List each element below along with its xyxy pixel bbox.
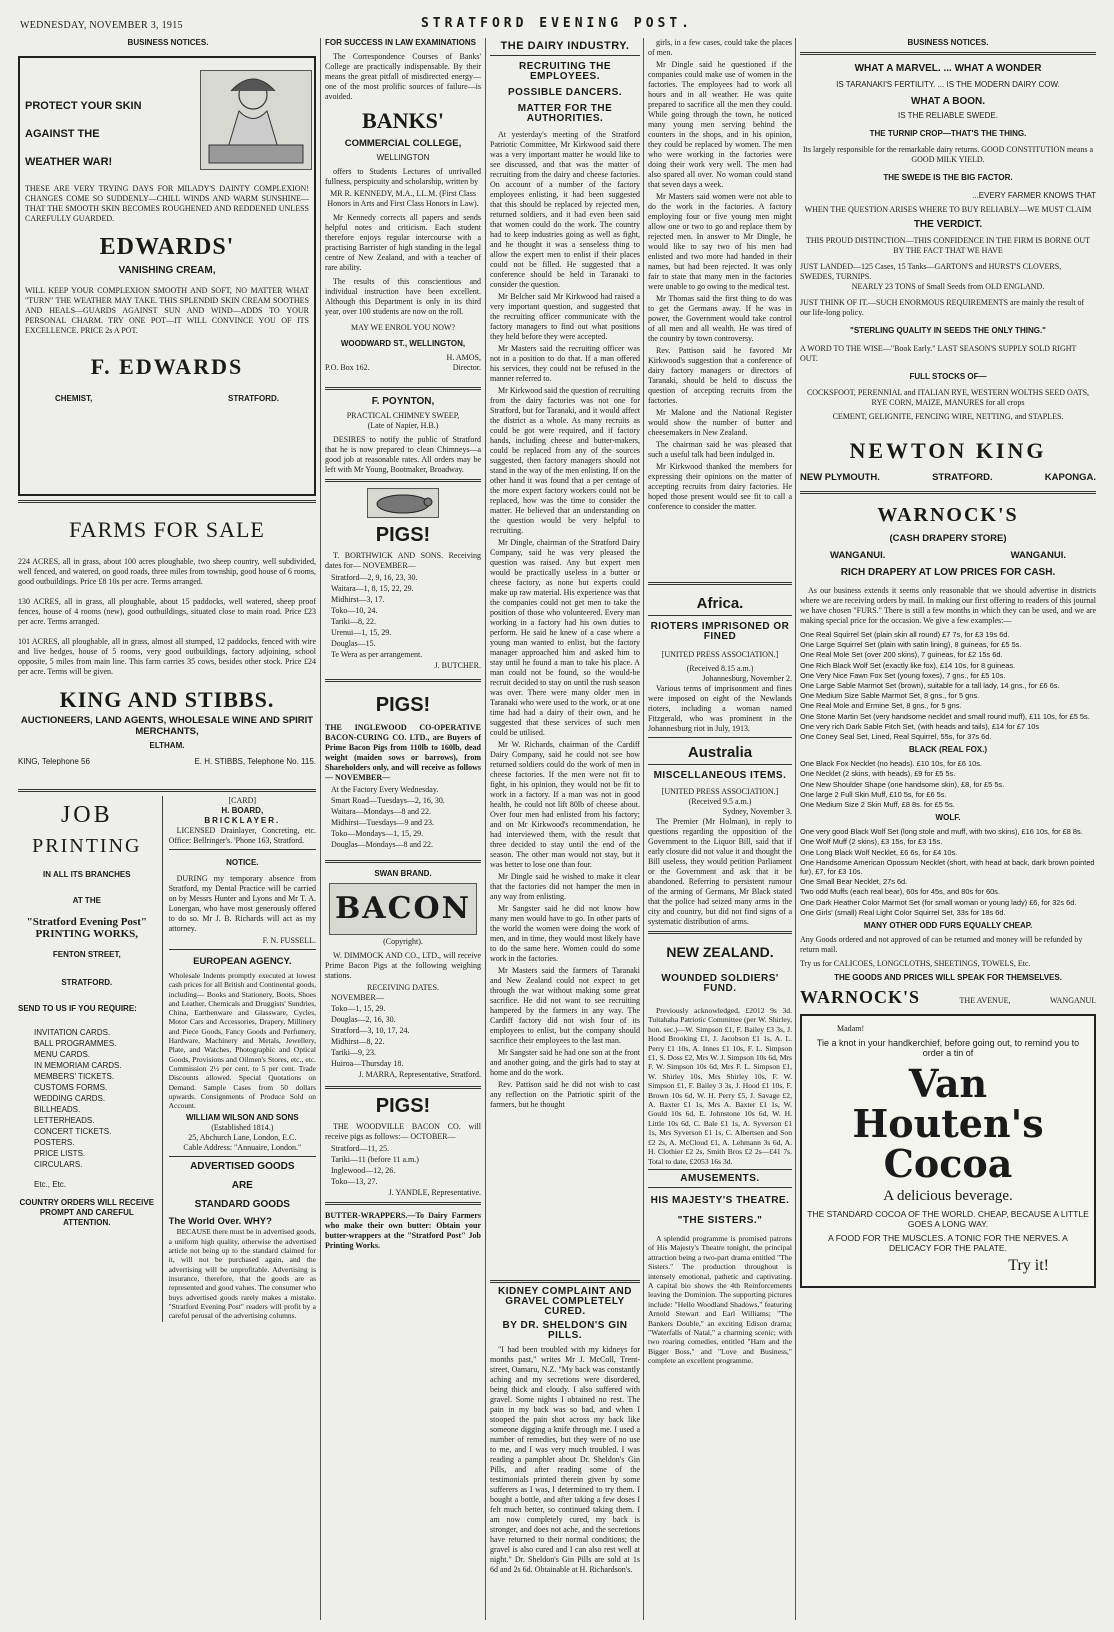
- yandle-rep: J. YANDLE, Representative.: [388, 1188, 481, 1197]
- list-item: One Real Squirrel Set (plain skin all round) £7 7s, for £3 19s 6d.: [800, 630, 1010, 639]
- newton-king-advert: [800, 63, 1096, 483]
- business-notices-heading: BUSINESS NOTICES.: [127, 38, 209, 47]
- just-landed: JUST LANDED—125 Cases, 15 Tanks—GARTON'S and HURST'S CLOVERS, SWEDES, TURNIPS.: [800, 262, 1062, 281]
- column-rule: [320, 38, 321, 1620]
- vanishing-cream: VANISHING CREAM,: [118, 265, 216, 276]
- article-paragraph: Rev. Pattison said he favored Mr Kirkwood's suggestion that a conference of dairy factory managers or directors of Taranaki, should be held to discuss the question of accepting recruits from the factories.: [648, 346, 792, 405]
- list-item: One New Shoulder Shape (one handsome skin), £8, for £5 5s.: [800, 779, 1005, 789]
- list-item: One Medium Size Sable Marmot Set, 8 gns., for 5 gns.: [800, 691, 980, 701]
- list-item: One very rich Dark Sable Fitch Set, (with heads and tails), £14 for £7 10s: [800, 721, 1040, 731]
- article-paragraph: Mr Thomas said the first thing to do was to get the Germans away. If he was in power, the Government would take control of all men and all wealth. He was tired of the country by town controversy.: [648, 294, 792, 343]
- list-item: One Coney Seal Set, Lined, Real Squirrel, 55s, for 37s 6d.: [800, 732, 992, 742]
- wanganui-right: WANGANUI.: [1010, 550, 1066, 561]
- list-item: Huiroa—Thursday 18.: [331, 1059, 404, 1068]
- notice-text: DURING my temporary absence from Stratford, my Dental Practice will be carried on by Messrs Hunter and Lyons and Mr T. A. Lonergan, who have most generously offered to do so. Mr J. B. Richards will act as my attorney.: [168, 874, 316, 933]
- notice-heading: NOTICE.: [226, 858, 259, 867]
- chemist-label: CHEMIST,: [55, 394, 93, 403]
- list-item: MENU CARDS.: [34, 1050, 91, 1059]
- director-label: Director.: [452, 363, 481, 372]
- word-to-wise: A WORD TO THE WISE—"Book Early." LAST SEASON'S SUPPLY SOLD RIGHT OUT.: [800, 344, 1077, 363]
- divider: [490, 55, 640, 56]
- success-heading: FOR SUCCESS IN LAW EXAMINATIONS: [325, 38, 476, 47]
- divider: [648, 582, 792, 585]
- list-item: One Large Sable Marmot Set (brown), suitable for a tall lady, 14 gns., for £6 6s.: [800, 681, 1060, 691]
- column-rule: [643, 38, 644, 1620]
- kaponga-branch: KAPONGA.: [1044, 472, 1096, 483]
- board-name: H. BOARD,: [221, 806, 264, 815]
- divider: [325, 1202, 481, 1205]
- kidney-text: "I had been troubled with my kidneys for months past," writes Mr J. McColl, Trent-street, Oamaru, N.Z. "My back was constantly aching and my secretions were disordered, being thick and cloudy. I also suffered with gravel. Some nights I obtained no rest. The pain in my back was so bad, and when I stooped the pain shot across my back like someone digging a knife through me. I used a number of remedies, but they were of no use to me, and I was very much troubled. I was reading a pamphlet about Dr. Sheldon's Gin Pills, and after reading some of the testimonials printed therein given by some sufferers as I was, I determined to try them. I bought a bottle, and after taking a few doses I felt much better, so continued taking them. I am now completely cured, my back is stronger, and does not ache, and the secretions have returned to their normal conditions; the gravel is also cured and I can also rest well at night." Dr. Sheldon's Gin Pills are sold at 1s 6d and 2s 6d. Obtainable at H. Richardson's.: [490, 1345, 640, 1574]
- borthwick-dates: [325, 573, 481, 660]
- delicious-beverage: A delicious beverage.: [883, 1188, 1013, 1205]
- article-paragraph: Mr Kirkwood thanked the members for expressing their opinions on the matter of accepting recruits from dairy factories. He hoped those present would see fit to call a conference to consider the matter.: [648, 462, 792, 511]
- fussell-signature: F. N. FUSSELL.: [262, 936, 316, 945]
- farm-listing-1: 224 ACRES, all in grass, about 100 acres ploughable, two sheep country, well subdivided, well fenced, and watered, on good roads, three miles from township, good house of 6 rooms, good outbuildings. Price £8 10s per acre. Terms arranged.: [18, 557, 316, 586]
- list-item: Two odd Muffs (each real bear), 60s for 45s, and 80s for 60s.: [800, 887, 1000, 897]
- list-item: IN MEMORIAM CARDS.: [34, 1061, 122, 1070]
- protect-skin-line3: WEATHER WAR!: [25, 156, 113, 168]
- warnocks-footer: [800, 987, 1096, 1008]
- list-item: MEMBERS' TICKETS.: [34, 1072, 115, 1081]
- banks-name: BANKS': [362, 108, 444, 133]
- list-item: PRICE LISTS.: [34, 1149, 86, 1158]
- country-orders: COUNTRY ORDERS WILL RECEIVE PROMPT AND CAREFUL ATTENTION.: [19, 1198, 155, 1227]
- divider: [325, 679, 481, 682]
- list-item: One Small Bear Necklet, 27s 6d.: [800, 877, 908, 887]
- advertised-goods: ADVERTISED GOODS: [190, 1161, 295, 1173]
- newton-king-branches: [800, 472, 1096, 483]
- farms-title: FARMS FOR SALE: [69, 517, 265, 542]
- divider: [325, 479, 481, 482]
- list-item: At the Factory Every Wednesday.: [331, 785, 439, 794]
- warnocks-advert: [800, 504, 1096, 1008]
- inglewood-text: THE INGLEWOOD CO-OPERATIVE BACON-CURING CO. LTD., are Buyers of Prime Bacon Pigs from 110lb to 160lb, dead weight (maiden sows or barrows), from Shareholders only, and will receive as follows— NOVEMBER—: [325, 723, 481, 782]
- list-item: Inglewood—12, 26.: [331, 1166, 396, 1175]
- cash-drapery: (CASH DRAPERY STORE): [889, 533, 1007, 544]
- butter-wrappers: BUTTER-WRAPPERS.—To Dairy Farmers who make their own butter: Obtain your butter-wrappers at the "Stratford Post" Job Printing Works.: [325, 1211, 481, 1250]
- eltham-line: ELTHAM.: [149, 741, 185, 750]
- list-item: One Real Mole and Ermine Set, 8 gns., for 5 gns.: [800, 701, 962, 711]
- list-item: LETTERHEADS.: [34, 1116, 95, 1125]
- newspaper-title: STRATFORD EVENING POST.: [420, 16, 693, 31]
- dairy-article-continued: [648, 38, 792, 578]
- received-time-1: (Received 8.15 a.m.): [686, 664, 754, 673]
- big-factor: THE SWEDE IS THE BIG FACTOR.: [883, 173, 1013, 182]
- list-item: NOVEMBER—: [331, 993, 384, 1002]
- furs-intro: As our business extends it seems only reasonable that we should advertise in districts where we are receiving orders by mail. In making our first offering to readers of this journal we have chosen "FURS." There is still a few months in which they can be used, and we are making special price for the occasion. We give a few examples:—: [800, 586, 1096, 625]
- newton-king-name: NEWTON KING: [849, 438, 1047, 463]
- established: (Established 1814.): [211, 1123, 274, 1133]
- sisters-title: "THE SISTERS.": [677, 1214, 763, 1226]
- australia-text: The Premier (Mr Holman), in reply to questions regarding the opposition of the Government to the Liquor Bill, said that if early closure did not value it and thought the Bill useless, they would petition Parliament or the Government and ask that it be abandoned. Referring to persistent rumour of the arming of Germans, Mr Black stated that the police had seized many arms in the city and country, but did not find signs of a systematic distribution of arms.: [648, 817, 792, 926]
- wounded-fund-text: Previously acknowledged, £2012 9s 3d. Tuitahaha Patriotic Committee (per W. Shirley, hon. sec.)—W. Simpson £1, F. Bailey £3 3s, J. Hood Brooking £1, J. Jacobson £1 1s, A. L. Perry £1 10s, A. Innes £1 10s, F. L. Simpson £1, S. Doss £2, Mrs W. J. Simpson 10s 6d, Mrs F. W. Simpson 10s 6d, Mrs F. L. Simpson £1, W. Shirley 10s, Mrs Shirley 10s, F. W. Simpson £1, F. Bailey 3 3s, J. Hood £1 10s, F. Brown 10s 6d, W. H. Perry £5, J. Savage £2, A. Baxter £1 1s, Mrs A. Baxter £1 1s, W. Gould 10s 6d, E. Johnstone 10s 6d, W. H. Little 10s 6d, C. Bale £1 1s, A. Syverson £1 1s, Mrs Syverson £1 1s, C. Albertsen and Son £2 2s, A. McCloud £1, A. Lehmann 3s 6d, A. H. Clothier £2 2s, Smith Bros £2 2s—£41 7s. Total to date, £2053 16s 3d.: [648, 1006, 792, 1166]
- divider: [169, 1156, 316, 1157]
- poynton-name: F. POYNTON,: [371, 396, 435, 407]
- sterling-quality: "STERLING QUALITY IN SEEDS THE ONLY THING.": [850, 326, 1046, 335]
- divider: [325, 1086, 481, 1089]
- wounded-headline: WOUNDED SOLDIERS' FUND.: [661, 973, 779, 994]
- list-item: One Black Fox Necklet (no heads). £10 10s, for £6 10s.: [800, 759, 982, 769]
- article-paragraph: Mr Kirkwood said the question of recruiting from the dairy factories was not one for Stratford, but for Taranaki, and it would affect the district as a whole. As many recruits as could be got were required, and if factory hands, including cheese and butter-makers, could be replaced from any of the sources suggested, then factory managers should not stand in the way of the men enlisting. If on the other hand it was found that a per centage of the more expert factory workers could not be replaced, how was the time to consider the matter. He believed that an understanding on the question would be very helpful to recruiting.: [490, 386, 640, 535]
- list-item: Midhirst—3, 17.: [331, 595, 385, 604]
- dancers-headline: POSSIBLE DANCERS.: [507, 87, 623, 98]
- divider: [648, 737, 792, 738]
- list-item: Stratford—2, 9, 16, 23, 30.: [331, 573, 418, 582]
- wanganui-row: [830, 550, 1066, 561]
- article-paragraph: Mr Masters said the farmers of Taranaki and New Zealand could not expect to get through the war without making some great sacrifice. He did not want to see recruiting hampered by the farmers in any way. The Cardiff factory did not wish four of its employees to enlist, but the company should sacrifice their employees to the last man.: [490, 966, 640, 1045]
- list-item: One Girls' (small) Real Light Color Squirrel Set, 33s for 18s 6d.: [800, 907, 1006, 917]
- amusements-text: A splendid programme is promised patrons of His Majesty's Theatre tonight, the principal attraction being a two-part drama entitled "The Sisters." The production throughout is intensely emotional, pathetic and captivating. A capital bio shows the 4th Reinforcements leaving the Dominion. The supporting pictures include: "Hello Woodland Shadows," featuring Arnold Stewart and Earl Williams; "The Bankers Double," an exciting Edison drama; "Waterfalls of Natal," a charming scenic; with two roaring comedies, entitled "Ham and the Bigger Boss," and "Love and Business," complete an excellent programme.: [648, 1233, 792, 1366]
- list-item: One Dark Heather Color Marmot Set (for small woman or young lady) £6, for 32s 6d.: [800, 897, 1077, 907]
- swan-brand: SWAN BRAND.: [374, 869, 432, 878]
- protect-skin-line2: AGAINST THE: [25, 128, 100, 140]
- try-it: Try it!: [1008, 1257, 1049, 1275]
- article-paragraph: The chairman said he was pleased that such a useful talk had been indulged in.: [648, 440, 792, 459]
- column-3: [490, 38, 640, 1620]
- marra-rep: J. MARRA, Representative, Stratford.: [358, 1070, 481, 1079]
- are-line: ARE: [231, 1180, 253, 1192]
- list-item: One Wolf Muff (2 skins), £3 15s, for £3 15s.: [800, 837, 943, 847]
- wellington: WELLINGTON: [376, 153, 430, 162]
- kennedy-credentials: MR R. KENNEDY, M.A., LL.M. (First Class Honors in Arts and First Class Honors in Law).: [327, 189, 479, 208]
- european-agency-heading: EUROPEAN AGENCY.: [193, 956, 292, 967]
- protect-skin-line1: PROTECT YOUR SKIN: [25, 100, 142, 112]
- fertility-line: IS TARANAKI'S FERTILITY. ... IS THE MODERN DAIRY COW.: [836, 80, 1060, 89]
- wilson-sons: WILLIAM WILSON AND SONS: [186, 1113, 299, 1123]
- try-us: Try us for CALICOES, LONGCLOTHS, SHEETINGS, TOWELS, Etc.: [800, 959, 1031, 969]
- cable-address: Cable Address: "Annuaire, London.": [183, 1143, 302, 1153]
- many-other-furs: MANY OTHER ODD FURS EQUALLY CHEAP.: [863, 921, 1033, 931]
- article-paragraph: Mr Masters said the recruiting officer was not in a position to do that. If a man offered his services, they could not be refused in the manner referred to.: [490, 344, 640, 383]
- new-zealand-heading: NEW ZEALAND.: [666, 944, 774, 960]
- woodward-street: WOODWARD ST., WELLINGTON,: [340, 339, 466, 348]
- wanganui-footer: WANGANUI.: [1049, 996, 1096, 1006]
- article-paragraph: girls, in a few cases, could take the places of men.: [648, 38, 792, 57]
- wolf-heading: WOLF.: [935, 813, 961, 823]
- press-association-1: [UNITED PRESS ASSOCIATION.]: [661, 650, 779, 659]
- divider: [648, 931, 792, 934]
- list-item: WEDDING CARDS.: [34, 1094, 106, 1103]
- article-paragraph: Mr Dingle, chairman of the Stratford Dairy Company, said he was very pleased the question was raised. Any but expert men would be practically useless in a butter or cheese factory, as none but experts could make up raw material. His experience was that the companies could not get men to take the position of those who volunteered. Every man working in a factory had his own duties to perform. He said he knew of a case where a young man wanted to enlist, but the factory manager approached him and asked him to stay until he found a man to take his place. A man could not be found, so the would-be recruit decided to stay on until the rush season was over. There were many older men in Taranaki who were used to the work, or at one time had had a dairy of their own, and he suggested that these services of such men could be utilised.: [490, 538, 640, 737]
- divider: [169, 949, 316, 950]
- fur-list-1: [800, 630, 1096, 741]
- dimmock-dates: [325, 993, 481, 1069]
- dairy-industry-headline: THE DAIRY INDUSTRY.: [500, 40, 630, 52]
- fur-list-3: [800, 827, 1096, 917]
- printing-heading: PRINTING: [32, 835, 142, 857]
- article-paragraph: Mr Sangster said he had one son at the front and another going, and the girls had to stay at home and do the work.: [490, 1048, 640, 1077]
- any-goods: Any Goods ordered and not approved of can be returned and money will be refunded by return mail.: [800, 935, 1083, 955]
- f-edwards-name: F. EDWARDS: [90, 354, 244, 379]
- column-2: [325, 38, 481, 1620]
- divider: [800, 52, 1096, 55]
- receiving-dates: RECEIVING DATES.: [367, 983, 439, 992]
- van-houten-brand: Van Houten's: [852, 1061, 1044, 1147]
- turnip-line: THE TURNIP CROP—THAT'S THE THING.: [869, 129, 1027, 138]
- chimney-sweep: PRACTICAL CHIMNEY SWEEP,: [346, 411, 460, 420]
- divider: [169, 849, 316, 850]
- africa-heading: Africa.: [696, 595, 744, 612]
- list-item: One Long Black Wolf Necklet, £6 6s, for £4 10s.: [800, 847, 958, 857]
- nearly-tons: NEARLY 23 TONS of Small Seeds from OLD ENGLAND.: [851, 282, 1045, 291]
- divider: [648, 1187, 792, 1188]
- cement-line: CEMENT, GELIGNITE, FENCING WIRE, NETTING, and STAPLES.: [832, 412, 1064, 421]
- article-paragraph: Mr W. Richards, chairman of the Cardiff Dairy Company, said he could not see how returned soldiers could do the work of men in cheese factories. If the men were not fit to fight, in his opinion, they would not be fit to work in a factory. If a man was not in good health, he could not lift 80lb of cheese about. Over four men had enlisted from his factory; and on Mr Kirkwood's recommendation, he had interviewed them, with the result that three decided to stay until the end of the season. The other man would not stay, but it was better to lose one than four.: [490, 740, 640, 869]
- copyright-line: (Copyright).: [383, 937, 423, 946]
- list-item: One Real Mole Set (over 200 skins), 7 guineas, for £2 15s 6d.: [800, 650, 1003, 660]
- black-fox-heading: BLACK (REAL FOX.): [908, 745, 988, 755]
- rich-drapery: RICH DRAPERY AT LOW PRICES FOR CASH.: [840, 567, 1056, 578]
- borthwick-text: T. BORTHWICK AND SONS. Receiving dates for— NOVEMBER—: [325, 551, 481, 570]
- cocksfoot-line: COCKSFOOT, PERENNIAL and ITALIAN RYE, WESTERN WOLTHS SEED OATS, RYE CORN, MAIZE, MANURES for all crops: [806, 388, 1090, 407]
- divider: [325, 387, 481, 390]
- butcher-name: J. BUTCHER.: [434, 661, 481, 670]
- divider: [18, 789, 316, 792]
- new-plymouth: NEW PLYMOUTH.: [800, 472, 880, 483]
- article-paragraph: Mr Dingle said he questioned if the companies could make use of women in the factories. The employees had to work all hours and in all weather. He was quite prepared to sacrifice all the men they could. While going through the town, he noticed many young men serving behind the counters in the shops, and in his opinion, they could be replaced by women. The men who were working in the factories were doing their work very well. The men had also spared all over. No woman could stand that seven days a week.: [648, 60, 792, 189]
- article-paragraph: Mr Belcher said Mr Kirkwood had raised a very important question, and suggested that the recruiting officer communicate with the factory managers to find out what positions they held before they were accepted.: [490, 292, 640, 341]
- africa-text: Various terms of imprisonment and fines were imposed on eight of the Newlands rioters, including a woman named Fitzgerald, who was prominent in the Johannesburg riot in July, 1913.: [648, 684, 792, 733]
- printing-works-name: "Stratford Evening Post" PRINTING WORKS,: [26, 916, 147, 940]
- board-text: LICENSED Drainlayer, Concreting, etc. Office: Bellringer's. 'Phone 163, Stratford.: [168, 826, 316, 845]
- list-item: Waitara—1, 8, 15, 22, 29.: [331, 584, 414, 593]
- press-association-2: [UNITED PRESS ASSOCIATION.]: [661, 787, 779, 796]
- standard-goods: STANDARD GOODS: [194, 1199, 290, 1211]
- stratford-branch: STRATFORD.: [932, 472, 993, 483]
- article-paragraph: Mr Sangster said he did not know how many men would have to go. In other parts of the world the women were doing the work of men, and in time, they would most likely have to do the same here. Women could do some work in the factories.: [490, 904, 640, 963]
- king-stibbs-name: KING AND STIBBS.: [59, 687, 275, 712]
- card-label: [CARD]: [228, 796, 257, 805]
- divider: [648, 615, 792, 616]
- question-line: WHEN THE QUESTION ARISES WHERE TO BUY RELIABLY—WE MUST CLAIM: [804, 205, 1092, 214]
- telephone-line: [18, 757, 316, 767]
- divider: [490, 1280, 640, 1283]
- list-item: Tariki—11 (before 11 a.m.): [331, 1155, 419, 1164]
- the-avenue: THE AVENUE,: [959, 996, 1011, 1006]
- edwards-brand: EDWARDS': [99, 234, 235, 260]
- australia-heading: Australia: [687, 744, 753, 761]
- woodville-dates: [325, 1144, 481, 1187]
- authorities-headline: MATTER FOR THE AUTHORITIES.: [517, 103, 613, 124]
- every-farmer: ...EVERY FARMER KNOWS THAT: [972, 191, 1096, 200]
- list-item: CIRCULARS.: [34, 1160, 83, 1169]
- johannesburg-dateline: Johannesburg, November 2.: [702, 674, 792, 683]
- poynton-text: DESIRES to notify the public of Stratford that he is now prepared to clean Chimneys—a good job at reasonable rates. All orders may be left with Mr Young, Bootmaker, Broadway.: [325, 435, 481, 474]
- van-houten-advert: [800, 1014, 1096, 1288]
- verdict-line: THE VERDICT.: [913, 219, 983, 230]
- divider: [325, 860, 481, 863]
- list-item: Midhirst—Tuesdays—9 and 23.: [331, 818, 435, 827]
- list-item: Urenui—1, 15, 29.: [331, 628, 392, 637]
- stratford-address: STRATFORD.: [61, 978, 113, 987]
- swede-line: IS THE RELIABLE SWEDE.: [898, 111, 998, 120]
- dimmock-text: W. DIMMOCK AND CO., LTD., will receive Prime Bacon Pigs at the following weighing stations.: [325, 951, 481, 980]
- article-paragraph: Mr Malone and the National Register would show the number of butter and cheesemakers in New Zealand.: [648, 408, 792, 437]
- list-item: Tariki—8, 22.: [331, 617, 376, 626]
- world-over: The World Over. WHY?: [168, 1216, 272, 1228]
- send-to-us: SEND TO US IF YOU REQUIRE:: [18, 1004, 137, 1013]
- full-stocks: FULL STOCKS OF—: [909, 372, 987, 381]
- pigs-heading-3: PIGS!: [375, 1095, 431, 1117]
- received-time-2: (Received 9.5 a.m.): [688, 797, 752, 806]
- late-of-napier: (Late of Napier, H.B.): [367, 421, 439, 430]
- sheldon-headline: BY DR. SHELDON'S GIN PILLS.: [502, 1320, 628, 1341]
- world-over-text: BECAUSE there must be in advertised goods, a uniform high quality, otherwise the advertised article not being up to the standard claimed for it, will not be purchased again, and the advertising will be unprofitable. Advertising is insurance, therefore, that the goods are as represented and good values. The consumer who buys advertised goods rarely makes a mistake. "Stratford Evening Post" readers will profit by a careful perusal of the advertising columns.: [168, 1227, 316, 1321]
- edwards-footer: [55, 394, 279, 404]
- column-1: [18, 38, 316, 1620]
- article-paragraph: Mr Dingle said he wished to make it clear that the factories did not hamper the men in any way from enlisting.: [490, 872, 640, 901]
- european-agency-text: Wholesale Indents promptly executed at lowest cash prices for all British and Continental goods, including— Books and Stationery, Boots, Shoes and Leather, Chemicals and Druggists' Sundries, China, Earthenware and Glassware, Cycles, Motor Cars and Accessories, Drapery, Millinery and Piece Goods, Fancy Goods and Perfumery, Hardware, Machinery and Metals, Jewellery, Plate, and Watches, Photographic and Optical Goods, Provisions and Oilmen's Stores, etc., etc. Commission 2½ per cent. to 5 per cent. Trade Discounts allowed. Special Quotations on Demand. Sample Cases from 50 dollars upwards. Consignments of Produce Sold on Account.: [168, 971, 316, 1111]
- farm-listing-3: 101 ACRES, all ploughable, all in grass, almost all stumped, 12 paddocks, fenced with wire and live hedges, house of 5 rooms, very good outbuildings, factory adjoining, school opposite, 5 miles from main line. This farm carries 35 cows, besides other stock. Price £24 per acre. Terms will be given.: [18, 637, 316, 676]
- food-muscles: A FOOD FOR THE MUSCLES. A TONIC FOR THE NERVES. A DELICACY FOR THE PALATE.: [828, 1233, 1068, 1254]
- job-heading: JOB: [60, 802, 113, 828]
- list-item: Stratford—3, 10, 17, 24.: [331, 1026, 410, 1035]
- in-all-branches: IN ALL ITS BRANCHES: [43, 870, 131, 879]
- list-item: Smart Road—Tuesdays—2, 16, 30.: [331, 796, 445, 805]
- business-notices-heading-right: BUSINESS NOTICES.: [907, 38, 989, 47]
- article-paragraph: At yesterday's meeting of the Stratford Patriotic Committee, Mr Kirkwood said there was a very important matter he would like to see discussed, and that was the matter of recruiting from the dairy and cheese factories. On account of a number of the factory employees enlisting, it had been suggested that this should be replaced by rejected men, returned soldiers, and it had even been said that women could do the work. The country had to keep industries going as well as fight, and he thought it was a senseless thing to allow the expert men to enlist if their places could not be filled. He suggested that a conference should be held in Taranaki to consider the question.: [490, 130, 640, 289]
- list-item: One Large Squirrel Set (plain with satin lining), 8 guineas, for £5 5s.: [800, 640, 1022, 650]
- keep-complexion-text: WILL KEEP YOUR COMPLEXION SMOOTH AND SOFT, NO MATTER WHAT "TURN" THE WEATHER MAY TAKE. THIS SPLENDID SKIN CREAM SOOTHES AND HEALS—GUARDS AGAINST SUN AND WIND—ADDS TO YOUR PERSONAL CHARM. TRY ONE POT—IT WILL CONVINCE YOU OF ITS EXCELLENCE. PRICE 2s A POT.: [25, 286, 309, 335]
- goods-prices: THE GOODS AND PRICES WILL SPEAK FOR THEMSELVES.: [834, 973, 1062, 983]
- list-item: CUSTOMS FORMS.: [34, 1083, 108, 1092]
- farm-listing-2: 130 ACRES, all in grass, all ploughable, about 15 paddocks, well watered, sheep proof fences, house of 4 rooms (new), good outbuildings, situated close to main road. Price £23 per acre. Terms arranged.: [18, 597, 316, 626]
- wanganui-left: WANGANUI.: [830, 550, 886, 561]
- boon-line: WHAT A BOON.: [910, 96, 986, 107]
- enrol-line: MAY WE ENROL YOU NOW?: [351, 323, 455, 332]
- marvel-line: WHAT A MARVEL. ... WHAT A WONDER: [854, 63, 1042, 74]
- column-rule: [485, 38, 486, 1620]
- trying-days-text: THESE ARE VERY TRYING DAYS FOR MILADY'S DAINTY COMPLEXION! CHANGES COME SO SUDDENLY—CHILL WINDS AND WARM SUNSHINE—THAT THE SMOOTH SKIN BECOMES ROUGHENED AND REDDENED UNLESS CAREFULLY GUARDED.: [25, 184, 309, 223]
- rioters-headline: RIOTERS IMPRISONED OR FINED: [650, 621, 790, 642]
- kennedy-text: Mr Kennedy corrects all papers and sends helpful notes and criticism. Each student therefore enjoys regular intercourse with a practising Barrister of high standing in the legal centre of New Zealand, and with a teacher of rare ability.: [325, 213, 481, 272]
- stibbs-telephone: E. H. STIBBS, Telephone No. 115.: [194, 757, 316, 766]
- list-item: Midhirst—8, 22.: [331, 1037, 385, 1046]
- divider: [18, 500, 316, 503]
- printing-works-advert: [18, 796, 163, 1322]
- list-item: One Handsome American Opossum Necklet (short, with head at back, dark brown pointed fur), £7, for £3 10s.: [800, 857, 1095, 877]
- list-item: Stratford—11, 25.: [331, 1144, 390, 1153]
- list-item: One very good Black Wolf Set (long stole and muff, with two skins), £16 10s, for £8 8s.: [800, 827, 1083, 837]
- list-item: CONCERT TICKETS.: [34, 1127, 112, 1136]
- think-of-it: JUST THINK OF IT.—SUCH ENORMOUS REQUIREMENTS are mainly the result of our life-long policy.: [800, 298, 1085, 317]
- success-text: The Correspondence Courses of Banks' College are practically indispensable. By their means the great pitfall of misdirected energy—one of the most prolific sources of failure—is avoided.: [325, 52, 481, 101]
- results-text: The results of this conscientious and individual instruction have been excellent. Although this Department is only in its third year, over 100 students are now on the roll.: [325, 277, 481, 316]
- list-item: Douglas—2, 16, 30.: [331, 1015, 396, 1024]
- fenton-street: FENTON STREET,: [52, 950, 121, 959]
- offers-text: offers to Students Lectures of unrivalled fullness, perspicuity and scholarship, written by: [325, 167, 481, 186]
- stratford-label: STRATFORD.: [228, 394, 279, 403]
- bacon-logo: BACON: [329, 883, 477, 935]
- list-item: One Necklet (2 skins, with heads), £9 for £5 5s.: [800, 769, 956, 779]
- commercial-college: COMMERCIAL COLLEGE,: [344, 138, 462, 149]
- divider: [648, 764, 792, 765]
- dairy-article: [490, 130, 640, 1276]
- issue-date: WEDNESDAY, NOVEMBER 3, 1915: [20, 20, 183, 31]
- box-director: [325, 363, 481, 373]
- madam-line: Madam!: [837, 1024, 865, 1034]
- divider: [648, 1169, 792, 1170]
- edwards-advert: [18, 56, 316, 496]
- recruiting-headline: RECRUITING THE EMPLOYEES.: [519, 61, 611, 82]
- kidney-headline: KIDNEY COMPLAINT AND GRAVEL COMPLETELY CURED.: [498, 1286, 632, 1317]
- masthead: [18, 14, 1096, 34]
- majesty-theatre: HIS MAJESTY'S THEATRE.: [650, 1194, 790, 1206]
- list-item: BALL PROGRAMMES.: [34, 1039, 117, 1048]
- at-the: AT THE: [72, 896, 101, 905]
- fur-list-2: [800, 759, 1096, 809]
- article-paragraph: Rev. Pattison said he did not wish to cast any reflection on the Patriotic spirit of the farmers, but he thought: [490, 1080, 640, 1109]
- farms-for-sale: [18, 517, 316, 779]
- list-item: One Stone Martin Set (very handsome necklet and small round muff), £11 10s, for £5 5s.: [800, 711, 1090, 721]
- divider: [800, 491, 1096, 494]
- list-item: One Medium Size 2 Skin Muff, £8 8s. for £5 5s.: [800, 800, 955, 810]
- col1-lower: [18, 796, 316, 1322]
- auctioneers-line: AUCTIONEERS, LAND AGENTS, WHOLESALE WINE AND SPIRIT MERCHANTS,: [20, 715, 314, 737]
- list-item: One Rich Black Wolf Set (exactly like fox), £14 10s, for 8 guineas.: [800, 660, 1016, 670]
- list-item: Douglas—Mondays—8 and 22.: [331, 840, 433, 849]
- list-item: Douglas—15.: [331, 639, 376, 648]
- pigs-heading-2: PIGS!: [375, 694, 431, 716]
- column-rule: [795, 38, 796, 1620]
- king-telephone: KING, Telephone 56: [18, 757, 90, 766]
- list-item: One Very Nice Fawn Fox Set (young foxes), 7 gns., for £5 10s.: [800, 670, 1006, 680]
- list-item: POSTERS.: [34, 1138, 75, 1147]
- article-paragraph: Mr Masters said women were not able to do the work in the factories. A factory employing four or five young men might allow one or two to go and replace them by rejected men. In answer to Mr Dingle, he would like to say two of his men had enlisted and two more had handed in their names, but had been rejected. It was only fair to state that many men in the factories were unable to go owing to the medical test.: [648, 192, 792, 291]
- col1b: [163, 796, 316, 1322]
- po-box: P.O. Box 162.: [325, 363, 370, 372]
- list-item: Toko—1, 15, 29.: [331, 1004, 386, 1013]
- list-item: Tariki—9, 23.: [331, 1048, 376, 1057]
- proud-line: THIS PROUD DISTINCTION—THIS CONFIDENCE IN THE FIRM IS BORNE OUT BY THE FACT THAT WE HAVE: [805, 236, 1091, 255]
- job-printing-list: [18, 1028, 156, 1170]
- etc-line: Etc., Etc.: [34, 1180, 67, 1189]
- inglewood-dates: [325, 785, 481, 850]
- amusements-headline: AMUSEMENTS.: [680, 1172, 760, 1184]
- woodville-text: THE WOODVILLE BACON CO. will receive pigs as follows:— OCTOBER—: [325, 1122, 481, 1141]
- list-item: Waitara—Mondays—8 and 22.: [331, 807, 431, 816]
- lady-illustration: [200, 70, 312, 170]
- list-item: Toko—Mondays—1, 15, 29.: [331, 829, 424, 838]
- abchurch-lane: 25, Abchurch Lane, London, E.C.: [188, 1133, 297, 1143]
- list-item: One large 2 Full Skin Muff, £10 5s, for £6 5s.: [800, 789, 947, 799]
- list-item: Toko—10, 24.: [331, 606, 378, 615]
- list-item: BILLHEADS.: [34, 1105, 81, 1114]
- misc-headline: MISCELLANEOUS ITEMS.: [653, 770, 787, 781]
- knot-line: Tie a knot in your handkerchief, before going out, to remind you to order a tin of: [816, 1038, 1080, 1059]
- sydney-dateline: Sydney, November 3.: [722, 807, 792, 816]
- pig-illustration: [367, 488, 439, 518]
- bricklayer: BRICKLAYER.: [204, 816, 281, 825]
- pigs-heading-1: PIGS!: [375, 524, 431, 546]
- list-item: Toko—13, 27.: [331, 1177, 378, 1186]
- warnocks-footer-name: WARNOCK'S: [800, 987, 921, 1008]
- responsible-line: Its largely responsible for the remarkable dairy returns. GOOD CONSTITUTION means a GOOD MILK YIELD.: [803, 145, 1093, 164]
- column-5: [800, 38, 1096, 1620]
- list-item: INVITATION CARDS.: [34, 1028, 111, 1037]
- column-4: [648, 38, 792, 1620]
- cocoa-brand: Cocoa: [883, 1141, 1013, 1187]
- list-item: Te Wera as per arrangement.: [331, 650, 423, 659]
- amos-name: H. AMOS,: [446, 353, 481, 362]
- warnocks-name: WARNOCK'S: [877, 504, 1019, 526]
- standard-cocoa: THE STANDARD COCOA OF THE WORLD. CHEAP, BECAUSE A LITTLE GOES A LONG WAY.: [807, 1209, 1089, 1230]
